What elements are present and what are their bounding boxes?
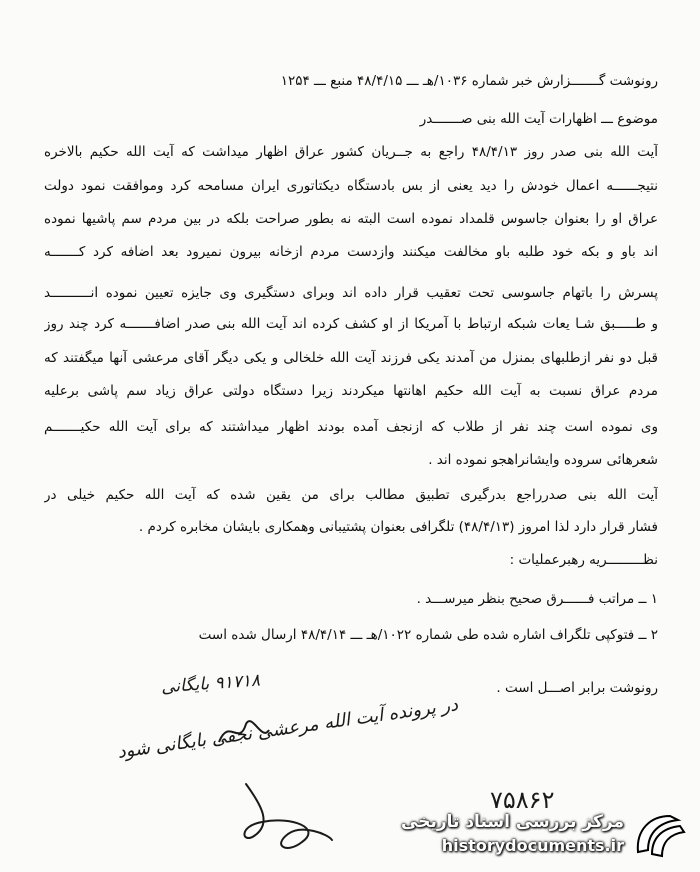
- body-line: شعرهائی سروده وایشانراهجو نموده اند .: [428, 452, 658, 468]
- watermark: [401, 810, 688, 860]
- document-header: رونوشت گـــــــزارش خبر شماره ۱۰۳۶/هـ ـــ ۴۸/۴/۱۵ منبع ـــ ۱۲۵۴: [280, 73, 658, 89]
- body-line: وی نموده است چند نفر از طلاب که ازنجف آمده بودند اظهار میداشتند که برای آیت الله حکیـــــــم: [44, 419, 658, 435]
- body-line: فشار قرار دارد لذا امروز (۴۸/۴/۱۳) تلگرافی بعنوان پشتیبانی وهمکاری بایشان مخابره کردم .: [138, 519, 658, 535]
- archive-logo-icon: [632, 810, 688, 860]
- copy-certification: رونوشت برابر اصـــل است .: [496, 680, 658, 696]
- body-line: نتیجــــــه اعمال خودش را دید یعنی از بس بادستگاه دیکتاتوری ایران مسامحه کرد وموافقت نمود دولت: [44, 178, 658, 194]
- note-item: ۱ ــ مراتب فــــــرق صحیح بنظر میرســـد .: [416, 591, 658, 607]
- body-line: آیت الله بنی صدر روز ۴۸/۴/۱۳ راجع به جــریان کشور عراق اظهار میداشت که آیت الله حکیم بالاخره: [44, 144, 658, 160]
- handwritten-file-note: در پرونده آیت الله مرعشی نجفی بایگانی شود: [116, 694, 460, 763]
- note-item: ۲ ــ فتوکپی تلگراف اشاره شده طی شماره ۱۰۲۲/هـ ـــ ۴۸/۴/۱۴ ارسال شده است: [198, 627, 658, 643]
- body-line: اند باو و بکه خود طلبه باو مخالفت میکنند وازدست مردم ازخانه بیرون نمیرود بعد اضافه کرد کـــــــه: [44, 244, 658, 260]
- body-line: و طـــــبق شـا یعات شبکه ارتباط با آمریکا از او کشف کرده اند آیت الله بنی صدر اضافـــــــه کرد چند روز: [44, 316, 658, 332]
- handwritten-scribble: [214, 712, 274, 752]
- document-subject: موضوع ـــ اظهارات آیت الله بنی صـــــــدر: [419, 111, 658, 127]
- body-line: عراق او را بعنوان جاسوس قلمداد نموده است البته نه بطور صراحت بلکه در بین مردم سم پاشیها نموده: [44, 211, 658, 227]
- body-line: آیت الله بنی صدرراجع بدرگیری تطبیق مطالب برای من یقین شده که آیت الله حکیم خیلی در: [44, 487, 658, 503]
- body-line: مردم عراق نسبت به آیت الله حکیم اهانتها میکردند زیرا دستگاه دولتی عراق زیاد سم پاشی برعلیه: [44, 383, 658, 399]
- body-line: پسرش را باتهام جاسوسی تحت تعقیب قرار داده اند وبرای دستگیری وی جایزه تعیین نموده انــــــــــد: [44, 285, 658, 301]
- signature: [232, 776, 342, 866]
- handwritten-archive-note: ۹۱۷۱۸ بایگانی: [160, 670, 261, 698]
- notes-title: نظـــــــــریه رهبرعملیات :: [509, 552, 658, 568]
- watermark-title: مرکز بررسی اسناد تاریخی: [401, 812, 624, 832]
- watermark-url: historydocuments.ir: [441, 836, 624, 855]
- handwritten-number: ۷۵۸۶۲: [490, 786, 555, 814]
- body-line: قبل دو نفر ازطلبهای بمنزل من آمدند یکی فرزند آیت الله خلخالی و یکی دیگر آقای مرعشی آنها میگفتند که: [44, 350, 658, 366]
